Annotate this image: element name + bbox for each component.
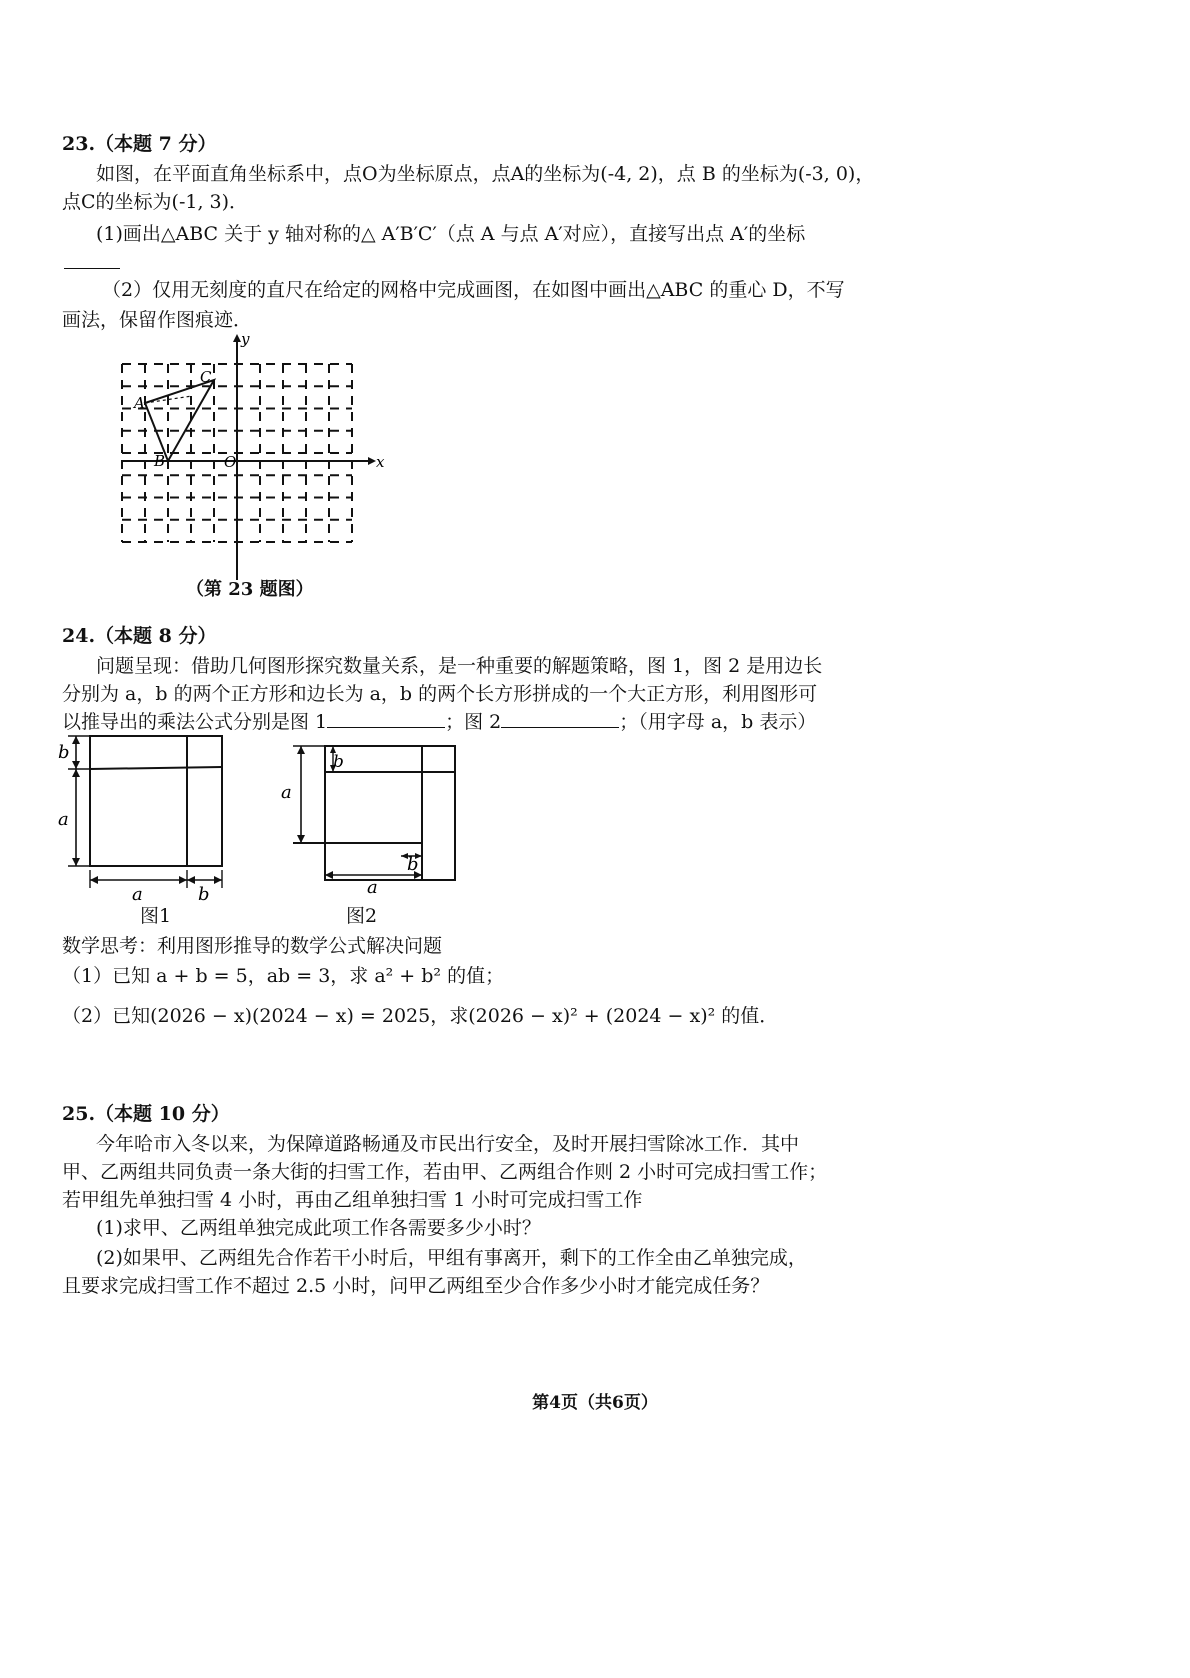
fig1-label-a-bottom: a xyxy=(132,884,143,905)
fig1-label-a-side: a xyxy=(58,809,69,830)
q23-part1: (1)画出△ABC 关于 y 轴对称的△ A′B′C′（点 A 与点 A′对应），直接写出点 A′的坐标 xyxy=(96,223,806,245)
fig1-outer-square xyxy=(90,736,222,866)
q23-part2-line1: （2）仅用无刻度的直尺在给定的网格中完成画图，在如图中画出△ABC 的重心 D，不写 xyxy=(102,279,845,301)
q25-header: 25.（本题 10 分） xyxy=(62,1103,230,1125)
triangle-abc xyxy=(145,380,214,461)
axis-x-label: x xyxy=(376,453,385,471)
q24-header: 24.（本题 8 分） xyxy=(62,625,217,647)
axis-y-label: y xyxy=(241,330,250,348)
q23-line1: 如图，在平面直角坐标系中，点O为坐标原点，点A的坐标为(-4, 2)，点 B 的坐标为(-3, 0)， xyxy=(96,163,875,185)
point-a-label: A xyxy=(134,394,145,412)
fig1-formula-blank[interactable] xyxy=(327,727,445,728)
q25-part1: (1)求甲、乙两组单独完成此项工作各需要多少小时？ xyxy=(96,1217,541,1239)
fig1-square-diagram xyxy=(50,730,250,905)
page-footer: 第4页（共6页） xyxy=(532,1393,658,1413)
q24-line1: 问题呈现：借助几何图形探究数量关系，是一种重要的解题策略，图 1，图 2 是用边长 xyxy=(96,655,823,677)
q25-line2: 甲、乙两组共同负责一条大街的扫雪工作，若由甲、乙两组合作则 2 小时可完成扫雪工作； xyxy=(62,1161,828,1183)
q25-part2-line2: 且要求完成扫雪工作不超过 2.5 小时，问甲乙两组至少合作多少小时才能完成任务？ xyxy=(62,1275,770,1297)
point-c-label: C xyxy=(200,368,212,386)
fig2-square-diagram xyxy=(275,738,465,898)
fig1-label-b-side: b xyxy=(58,742,70,763)
x-axis-arrow xyxy=(368,457,376,465)
q23-figure-caption: （第 23 题图） xyxy=(186,579,314,600)
q23-header: 23.（本题 7 分） xyxy=(62,133,217,155)
fig2-caption: 图2 xyxy=(346,905,378,927)
q25-line1: 今年哈市入冬以来，为保障道路畅通及市民出行安全，及时开展扫雪除冰工作．其中 xyxy=(96,1133,800,1155)
q24-line3-suffix: ；（用字母 a，b 表示） xyxy=(619,711,817,733)
q25-part2-line1: (2)如果甲、乙两组先合作若干小时后，甲组有事离开，剩下的工作全由乙单独完成， xyxy=(96,1247,807,1269)
q23-grid-figure xyxy=(110,330,410,600)
q24-line3-middle: ；图 2 xyxy=(445,711,502,733)
q24-sub1: （1）已知 a + b = 5，ab = 3，求 a² + b² 的值； xyxy=(62,965,505,987)
q23-part2-line2: 画法，保留作图痕迹． xyxy=(62,309,253,331)
y-axis-arrow xyxy=(233,334,241,342)
fig2-formula-blank[interactable] xyxy=(501,727,619,728)
fig2-label-b-top: b xyxy=(333,752,344,772)
fig1-label-b-bottom: b xyxy=(198,884,210,905)
fig2-label-a-side: a xyxy=(281,782,292,803)
origin-label: O xyxy=(224,453,237,471)
q24-line2: 分别为 a，b 的两个正方形和边长为 a，b 的两个长方形拼成的一个大正方形，利用图形可 xyxy=(62,683,818,705)
q23-answer-blank xyxy=(64,268,120,269)
fig2-outer-square xyxy=(325,746,455,880)
q23-line2: 点C的坐标为(-1, 3)． xyxy=(62,191,249,213)
point-b-label: B xyxy=(154,452,166,470)
fig2-label-a-bottom: a xyxy=(367,877,378,898)
q24-line3-prefix: 以推导出的乘法公式分别是图 1 xyxy=(62,711,328,733)
fig1-horizontal-divider xyxy=(90,767,222,769)
q24-think: 数学思考：利用图形推导的数学公式解决问题 xyxy=(62,935,443,957)
q25-line3: 若甲组先单独扫雪 4 小时，再由乙组单独扫雪 1 小时可完成扫雪工作 xyxy=(62,1189,643,1211)
fig2-label-b-bottom: b xyxy=(407,854,419,875)
fig1-caption: 图1 xyxy=(140,905,172,927)
q24-sub2: （2）已知(2026 − x)(2024 − x) = 2025，求(2026 − x)² + (2024 − x)² 的值． xyxy=(62,1005,779,1027)
